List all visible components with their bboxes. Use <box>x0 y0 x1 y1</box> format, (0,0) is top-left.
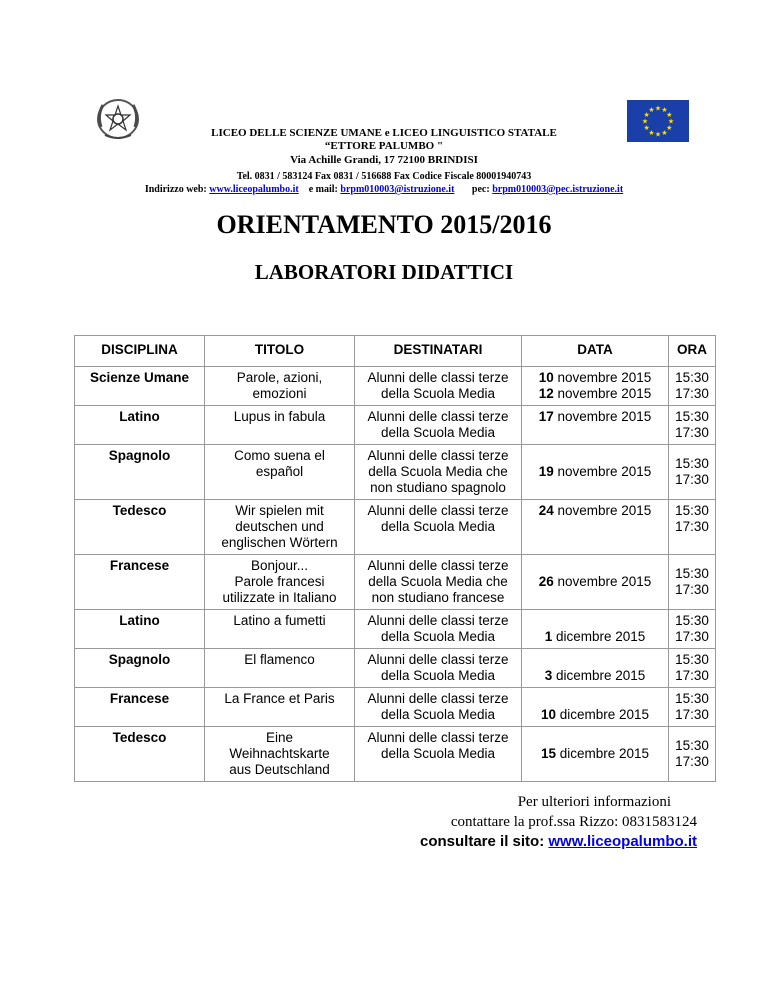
date-day: 10 <box>538 370 554 385</box>
cell-data <box>522 445 669 500</box>
date-day: 10 <box>540 707 556 722</box>
titolo-line: englischen Wörtern <box>221 535 338 550</box>
school-address: Via Achille Grandi, 17 72100 BRINDISI <box>290 154 478 166</box>
ora-line: 17:30 <box>675 754 709 769</box>
date-day: 15 <box>540 746 556 761</box>
destinatari-line: della Scuola Media <box>380 386 496 401</box>
ora-line: 15:30 <box>675 409 709 424</box>
titolo-line: Latino a fumetti <box>233 613 326 628</box>
destinatari-line: non studiano spagnolo <box>370 480 506 495</box>
table-row <box>75 649 716 688</box>
table-row <box>75 367 716 406</box>
titolo-line: aus Deutschland <box>229 762 330 777</box>
cell-destinatari <box>355 610 522 649</box>
laboratories-table <box>74 335 716 782</box>
ora-line: 15:30 <box>675 456 709 471</box>
titolo-line: Wir spielen mit <box>235 503 324 518</box>
data-line <box>525 746 665 762</box>
date-month-year: novembre 2015 <box>553 574 652 589</box>
eu-star-icon: ★ <box>666 124 673 132</box>
col-header-titolo: TITOLO <box>205 336 355 367</box>
titolo-line: utilizzate in Italiano <box>222 590 337 605</box>
cell-data <box>522 406 669 445</box>
ora-line: 17:30 <box>675 707 709 722</box>
pec-label: pec: <box>471 184 490 195</box>
cell-destinatari <box>355 406 522 445</box>
cell-data <box>522 610 669 649</box>
destinatari-line: della Scuola Media <box>380 425 496 440</box>
cell-destinatari <box>355 445 522 500</box>
cell-titolo <box>205 367 355 406</box>
destinatari-line: non studiano francese <box>371 590 505 605</box>
ora-line: 15:30 <box>675 503 709 518</box>
cell-disciplina: Latino <box>75 406 205 445</box>
cell-ora <box>669 727 716 782</box>
date-month-year: dicembre 2015 <box>552 629 646 644</box>
titolo-line: El flamenco <box>244 652 315 667</box>
data-line <box>525 668 665 684</box>
date-day: 1 <box>544 629 553 644</box>
cell-disciplina: Latino <box>75 610 205 649</box>
page-subtitle: LABORATORI DIDATTICI <box>254 260 514 284</box>
eu-star-icon: ★ <box>654 130 662 139</box>
footer-contact-line: contattare la prof.ssa Rizzo: 0831583124 <box>450 814 697 830</box>
table-row <box>75 555 716 610</box>
date-day: 3 <box>544 668 553 683</box>
date-day: 17 <box>538 409 554 424</box>
date-month-year: novembre 2015 <box>553 386 652 401</box>
destinatari-line: della Scuola Media <box>380 746 496 761</box>
date-month-year: dicembre 2015 <box>555 707 650 722</box>
email-label: e mail: <box>308 184 338 195</box>
cell-destinatari <box>355 649 522 688</box>
data-line <box>525 464 665 480</box>
cell-disciplina: Francese <box>75 688 205 727</box>
school-name: LICEO DELLE SCIENZE UMANE e LICEO LINGUISTICO STATALE <box>211 127 557 139</box>
cell-ora <box>669 445 716 500</box>
date-month-year: dicembre 2015 <box>555 746 650 761</box>
footer-site-link[interactable]: www.liceopalumbo.it <box>548 833 697 850</box>
date-day: 19 <box>538 464 554 479</box>
destinatari-line: della Scuola Media <box>380 519 496 534</box>
footer-site-label: consultare il sito: <box>420 833 545 850</box>
school-subname: “ETTORE PALUMBO " <box>324 140 444 152</box>
cell-disciplina: Tedesco <box>75 500 205 555</box>
destinatari-line: Alunni delle classi terze <box>367 409 509 424</box>
ora-line: 17:30 <box>675 425 709 440</box>
col-header-ora: ORA <box>669 336 716 367</box>
eu-star-icon: ★ <box>667 117 675 126</box>
eu-star-icon: ★ <box>661 106 668 115</box>
col-header-destinatari: DESTINATARI <box>355 336 522 367</box>
destinatari-line: della Scuola Media che <box>368 574 508 589</box>
cell-ora <box>669 610 716 649</box>
cell-destinatari <box>355 555 522 610</box>
date-month-year: dicembre 2015 <box>552 668 646 683</box>
cell-data <box>522 649 669 688</box>
eu-star-icon: ★ <box>648 106 655 115</box>
ora-line: 15:30 <box>675 613 709 628</box>
table-header-row <box>75 336 716 367</box>
ora-line: 15:30 <box>675 691 709 706</box>
cell-ora <box>669 500 716 555</box>
school-web-line <box>0 183 768 196</box>
destinatari-line: della Scuola Media <box>380 629 496 644</box>
cell-data <box>522 688 669 727</box>
cell-disciplina: Tedesco <box>75 727 205 782</box>
footer-site-line <box>420 832 697 852</box>
destinatari-line: Alunni delle classi terze <box>367 613 509 628</box>
pec-link[interactable]: brpm010003@pec.istruzione.it <box>492 184 624 195</box>
table-row <box>75 610 716 649</box>
destinatari-line: della Scuola Media che <box>368 464 508 479</box>
eu-star-icon: ★ <box>643 111 650 119</box>
ora-line: 15:30 <box>675 370 709 385</box>
ora-line: 17:30 <box>675 386 709 401</box>
titolo-line: Parole, azioni, <box>236 370 323 385</box>
destinatari-line: Alunni delle classi terze <box>367 652 509 667</box>
data-line <box>525 370 665 386</box>
date-month-year: novembre 2015 <box>553 503 652 518</box>
col-header-data: DATA <box>522 336 669 367</box>
cell-ora <box>669 367 716 406</box>
ora-line: 17:30 <box>675 519 709 534</box>
ora-line: 15:30 <box>675 738 709 753</box>
cell-data <box>522 500 669 555</box>
titolo-line: emozioni <box>252 386 307 401</box>
destinatari-line: Alunni delle classi terze <box>367 558 509 573</box>
eu-star-icon: ★ <box>666 111 673 119</box>
cell-titolo <box>205 610 355 649</box>
destinatari-line: Alunni delle classi terze <box>367 730 509 745</box>
ora-line: 17:30 <box>675 472 709 487</box>
titolo-line: Bonjour... <box>250 558 309 573</box>
cell-ora <box>669 555 716 610</box>
cell-titolo <box>205 555 355 610</box>
cell-data <box>522 367 669 406</box>
web-link[interactable]: www.liceopalumbo.it <box>209 184 299 195</box>
cell-destinatari <box>355 367 522 406</box>
titolo-line: Parole francesi <box>234 574 325 589</box>
table-row <box>75 727 716 782</box>
cell-destinatari <box>355 727 522 782</box>
ora-line: 15:30 <box>675 652 709 667</box>
titolo-line: español <box>255 464 304 479</box>
destinatari-line: Alunni delle classi terze <box>367 448 509 463</box>
destinatari-line: della Scuola Media <box>380 707 496 722</box>
table-row <box>75 445 716 500</box>
destinatari-line: della Scuola Media <box>380 668 496 683</box>
cell-destinatari <box>355 688 522 727</box>
eu-star-icon: ★ <box>643 124 650 132</box>
titolo-line: Eine <box>265 730 294 745</box>
cell-ora <box>669 406 716 445</box>
table-row <box>75 406 716 445</box>
eu-star-icon: ★ <box>661 128 668 137</box>
cell-disciplina: Spagnolo <box>75 445 205 500</box>
titolo-line: La France et Paris <box>224 691 335 706</box>
date-month-year: novembre 2015 <box>553 409 652 424</box>
eu-star-icon: ★ <box>641 117 649 126</box>
web-label: Indirizzo web: <box>144 184 207 195</box>
eu-star-icon: ★ <box>648 128 655 137</box>
cell-data <box>522 727 669 782</box>
data-line <box>525 409 665 425</box>
cell-titolo <box>205 406 355 445</box>
cell-disciplina: Francese <box>75 555 205 610</box>
destinatari-line: Alunni delle classi terze <box>367 691 509 706</box>
data-line <box>525 629 665 645</box>
data-line <box>525 503 665 519</box>
titolo-line: deutschen und <box>235 519 324 534</box>
destinatari-line: Alunni delle classi terze <box>367 503 509 518</box>
eu-star-icon: ★ <box>654 104 662 113</box>
school-contacts: Tel. 0831 / 583124 Fax 0831 / 516688 Fax Codice Fiscale 80001940743 <box>236 171 532 182</box>
email-link[interactable]: brpm010003@istruzione.it <box>340 184 455 195</box>
cell-titolo <box>205 649 355 688</box>
date-month-year: novembre 2015 <box>553 370 652 385</box>
cell-disciplina: Spagnolo <box>75 649 205 688</box>
table-row <box>75 688 716 727</box>
ora-line: 17:30 <box>675 668 709 683</box>
date-day: 24 <box>538 503 554 518</box>
ora-line: 17:30 <box>675 582 709 597</box>
ora-line: 15:30 <box>675 566 709 581</box>
data-line <box>525 707 665 723</box>
cell-disciplina: Scienze Umane <box>75 367 205 406</box>
ora-line: 17:30 <box>675 629 709 644</box>
data-line <box>525 574 665 590</box>
cell-titolo <box>205 445 355 500</box>
cell-titolo <box>205 727 355 782</box>
date-day: 12 <box>538 386 554 401</box>
cell-ora <box>669 688 716 727</box>
cell-titolo <box>205 500 355 555</box>
cell-destinatari <box>355 500 522 555</box>
data-line <box>525 386 665 402</box>
col-header-disciplina: DISCIPLINA <box>75 336 205 367</box>
destinatari-line: Alunni delle classi terze <box>367 370 509 385</box>
titolo-line: Weihnachtskarte <box>229 746 330 761</box>
cell-ora <box>669 649 716 688</box>
cell-titolo <box>205 688 355 727</box>
titolo-line: Lupus in fabula <box>233 409 326 424</box>
date-day: 26 <box>538 574 554 589</box>
footer <box>420 792 697 852</box>
page-title: ORIENTAMENTO 2015/2016 <box>216 210 552 239</box>
cell-data <box>522 555 669 610</box>
table-row <box>75 500 716 555</box>
footer-info-line: Per ulteriori informazioni <box>517 794 671 810</box>
titolo-line: Como suena el <box>234 448 325 463</box>
date-month-year: novembre 2015 <box>553 464 652 479</box>
